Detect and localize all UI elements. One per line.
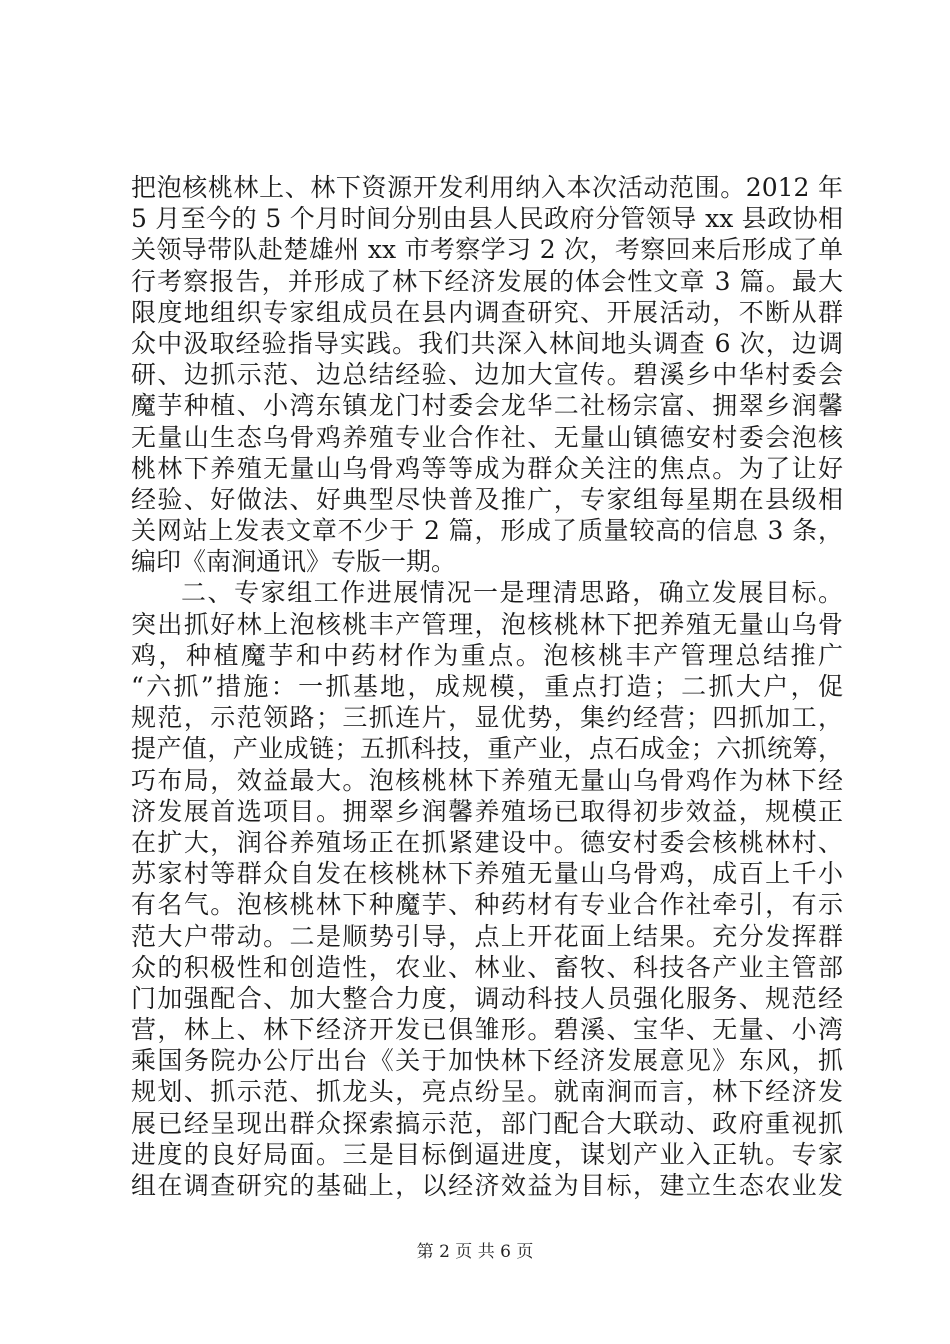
- text-line: 众的积极性和创造性，农业、林业、畜牧、科技各产业主管部: [131, 952, 843, 982]
- text-line: 规划、抓示范、抓龙头，亮点纷呈。就南涧而言，林下经济发: [131, 1077, 843, 1107]
- text-line: 魔芋种植、小湾东镇龙门村委会龙华二社杨宗富、拥翠乡润馨: [131, 391, 843, 421]
- text-line: 有名气。泡核桃林下种魔芋、种药材有专业合作社牵引，有示: [131, 890, 843, 920]
- text-line: 规范，示范领路；三抓连片，显优势，集约经营；四抓加工，: [131, 703, 843, 733]
- text-line: 研、边抓示范、边总结经验、边加大宣传。碧溪乡中华村委会: [131, 360, 843, 390]
- text-line: 桃林下养殖无量山乌骨鸡等等成为群众关注的焦点。为了让好: [131, 453, 843, 483]
- text-line: 突出抓好林上泡核桃丰产管理，泡核桃林下把养殖无量山乌骨: [131, 609, 843, 639]
- text-line: 鸡，种植魔芋和中药材作为重点。泡核桃丰产管理总结推广: [131, 640, 843, 670]
- text-line: 限度地组织专家组成员在县内调查研究、开展活动，不断从群: [131, 297, 843, 327]
- body-text: [131, 172, 843, 1201]
- text-line: 5 月至今的 5 个月时间分别由县人民政府分管领导 xx 县政协相: [131, 204, 843, 234]
- text-line: 关网站上发表文章不少于 2 篇，形成了质量较高的信息 3 条，: [131, 516, 843, 546]
- text-line: 经验、好做法、好典型尽快普及推广，专家组每星期在县级相: [131, 484, 843, 514]
- text-line: 在扩大，润谷养殖场正在抓紧建设中。德安村委会核桃林村、: [131, 827, 843, 857]
- text-line: 组在调查研究的基础上，以经济效益为目标，建立生态农业发: [131, 1171, 843, 1200]
- text-line: 门加强配合、加大整合力度，调动科技人员强化服务、规范经: [131, 983, 843, 1013]
- text-line: 无量山生态乌骨鸡养殖专业合作社、无量山镇德安村委会泡核: [131, 422, 843, 452]
- text-line: 展已经呈现出群众探索搞示范，部门配合大联动、政府重视抓: [131, 1108, 843, 1138]
- text-line: 范大户带动。二是顺势引导，点上开花面上结果。充分发挥群: [131, 921, 843, 951]
- text-line: 乘国务院办公厅出台《关于加快林下经济发展意见》东风，抓: [131, 1046, 843, 1076]
- text-line: “六抓”措施：一抓基地，成规模，重点打造；二抓大户，促: [131, 672, 843, 701]
- text-line: 进度的良好局面。三是目标倒逼进度，谋划产业入正轨。专家: [131, 1139, 843, 1169]
- section-heading-line: 二、专家组工作进展情况一是理清思路，确立发展目标。: [181, 578, 843, 608]
- text-line: 把泡核桃林上、林下资源开发利用纳入本次活动范围。2012 年: [131, 173, 843, 202]
- text-line: 众中汲取经验指导实践。我们共深入林间地头调查 6 次，边调: [131, 328, 843, 358]
- page-footer: 第 2 页 共 6 页: [416, 1242, 534, 1262]
- text-line: 济发展首选项目。拥翠乡润馨养殖场已取得初步效益，规模正: [131, 796, 843, 826]
- text-line: 苏家村等群众自发在核桃林下养殖无量山乌骨鸡，成百上千小: [131, 859, 843, 889]
- text-line: 巧布局，效益最大。泡核桃林下养殖无量山乌骨鸡作为林下经: [131, 765, 843, 795]
- text-line: 行考察报告，并形成了林下经济发展的体会性文章 3 篇。最大: [131, 266, 843, 296]
- text-line: 营，林上、林下经济开发已俱雏形。碧溪、宝华、无量、小湾: [131, 1015, 843, 1045]
- text-line: 提产值，产业成链；五抓科技，重产业，点石成金；六抓统筹，: [131, 734, 843, 764]
- text-line: 关领导带队赴楚雄州 xx 市考察学习 2 次，考察回来后形成了单: [131, 235, 843, 265]
- text-line: 编印《南涧通讯》专版一期。: [131, 547, 457, 577]
